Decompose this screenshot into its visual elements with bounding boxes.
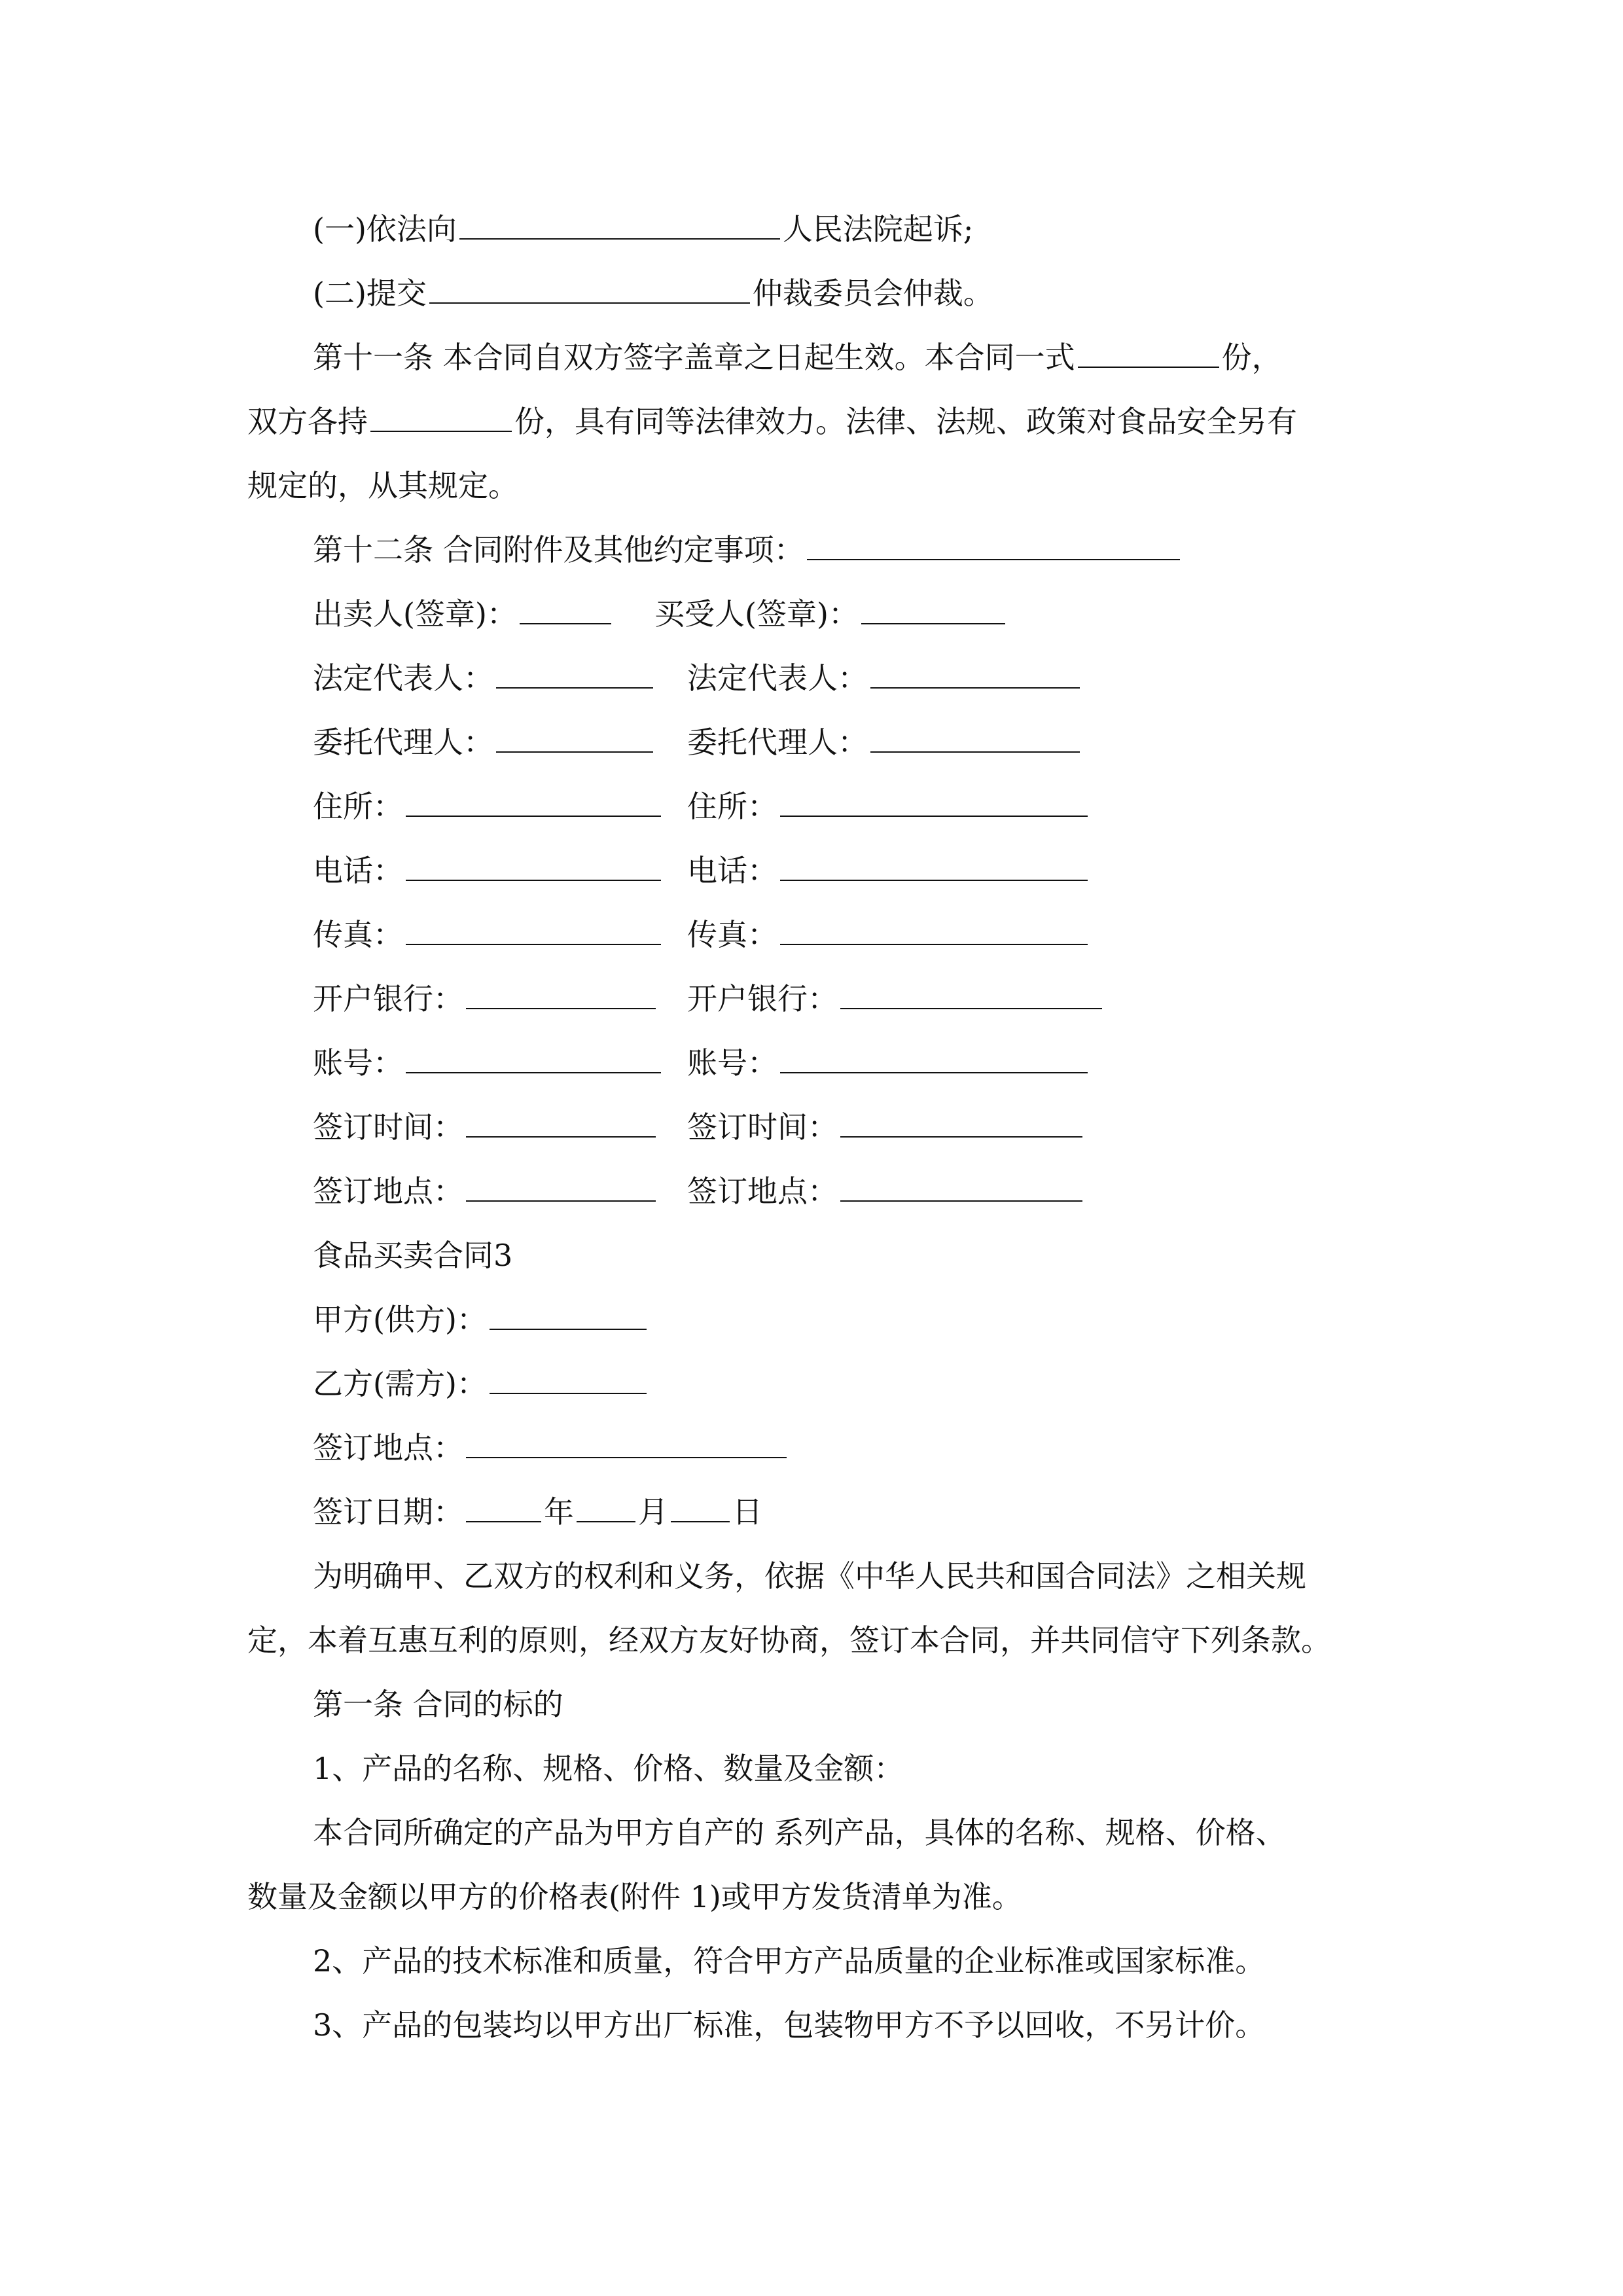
- sig-blank: [466, 1107, 656, 1138]
- sig-row-left: 开户银行：: [313, 979, 658, 1018]
- party-a-blank: [490, 1300, 647, 1330]
- sig-row-left: 电话：: [313, 851, 664, 890]
- dispute-item-1: (一)依法向 人民法院起诉;: [313, 209, 973, 249]
- sig-blank: [406, 915, 661, 945]
- attachments-blank: [807, 530, 1180, 560]
- sig-row-right: 开户银行：: [687, 979, 1105, 1018]
- contract3-title: 食品买卖合同3: [313, 1238, 513, 1273]
- party-b-line: 乙方(需方)：: [313, 1364, 649, 1403]
- sig-row-left: 账号：: [313, 1043, 664, 1083]
- article11-line3: 规定的，从其规定。: [247, 468, 518, 503]
- item2-line: 2、产品的技术标准和质量，符合甲方产品质量的企业标准或国家标准。: [313, 1943, 1266, 1979]
- sig-blank: [406, 787, 661, 817]
- sign-place-blank: [466, 1428, 787, 1458]
- sig-blank: [870, 658, 1080, 689]
- buyer-sign-line: 买受人(签章)：: [654, 594, 1008, 634]
- sign-place-line: 签订地点：: [313, 1428, 789, 1467]
- sign-date-line: 签订日期： 年 月 日: [313, 1492, 762, 1532]
- sig-blank: [406, 1043, 661, 1073]
- sig-row-right: 传真：: [687, 915, 1090, 954]
- sig-blank: [496, 723, 653, 753]
- intro-line2: 定，本着互惠互利的原则，经双方友好协商，签订本合同，并共同信守下列条款。: [247, 1623, 1331, 1658]
- sig-row-right: 委托代理人：: [687, 723, 1082, 762]
- article11-line2: 双方各持 份，具有同等法律效力。法律、法规、政策对食品安全另有: [247, 402, 1297, 441]
- article1-title: 第一条 合同的标的: [313, 1687, 563, 1722]
- sig-row-left: 委托代理人：: [313, 723, 656, 762]
- party-a-line: 甲方(供方)：: [313, 1300, 649, 1339]
- sig-blank: [840, 1172, 1082, 1202]
- each-copies-blank: [370, 402, 512, 432]
- dispute-item-2: (二)提交 仲裁委员会仲裁。: [313, 274, 993, 313]
- sig-row-right: 账号：: [687, 1043, 1090, 1083]
- sig-row-right: 签订时间：: [687, 1107, 1085, 1147]
- month-blank: [577, 1492, 635, 1522]
- sig-blank: [780, 1043, 1088, 1073]
- sig-row-left: 传真：: [313, 915, 664, 954]
- sig-blank: [780, 787, 1088, 817]
- sig-row-left: 住所：: [313, 787, 664, 826]
- sig-row-left: 签订时间：: [313, 1107, 658, 1147]
- sig-row-right: 电话：: [687, 851, 1090, 890]
- sig-row-left: 签订地点：: [313, 1172, 658, 1211]
- seller-sign-line: 出卖人(签章)：: [313, 594, 614, 634]
- article12-line: 第十二条 合同附件及其他约定事项：: [313, 530, 1183, 569]
- sig-blank: [870, 723, 1080, 753]
- copies-blank: [1078, 338, 1219, 368]
- sig-row-right: 法定代表人：: [687, 658, 1082, 698]
- item1-desc-line1: 本合同所确定的产品为甲方自产的 系列产品，具体的名称、规格、价格、: [313, 1815, 1286, 1850]
- sig-row-right: 签订地点：: [687, 1172, 1085, 1211]
- seller-sign-blank: [520, 594, 611, 624]
- sig-blank: [840, 1107, 1082, 1138]
- sig-row-right: 住所：: [687, 787, 1090, 826]
- court-blank: [459, 209, 780, 240]
- sig-blank: [780, 915, 1088, 945]
- sig-blank: [496, 658, 653, 689]
- item3-line: 3、产品的包装均以甲方出厂标准，包装物甲方不予以回收，不另计价。: [313, 2007, 1266, 2043]
- year-blank: [466, 1492, 541, 1522]
- item1-line: 1、产品的名称、规格、价格、数量及金额：: [313, 1751, 904, 1786]
- party-b-blank: [490, 1364, 647, 1394]
- sig-blank: [466, 1172, 656, 1202]
- sig-blank: [466, 979, 656, 1009]
- sig-blank: [406, 851, 661, 881]
- sig-blank: [780, 851, 1088, 881]
- day-blank: [671, 1492, 730, 1522]
- buyer-sign-blank: [861, 594, 1005, 624]
- intro-line1: 为明确甲、乙双方的权利和义务，依据《中华人民共和国合同法》之相关规: [313, 1558, 1306, 1594]
- sig-row-left: 法定代表人：: [313, 658, 656, 698]
- sig-blank: [840, 979, 1102, 1009]
- article11-line1: 第十一条 本合同自双方签字盖章之日起生效。本合同一式 份，: [313, 338, 1282, 377]
- arbitration-blank: [429, 274, 750, 304]
- item1-desc-line2: 数量及金额以甲方的价格表(附件 1)或甲方发货清单为准。: [247, 1879, 1022, 1914]
